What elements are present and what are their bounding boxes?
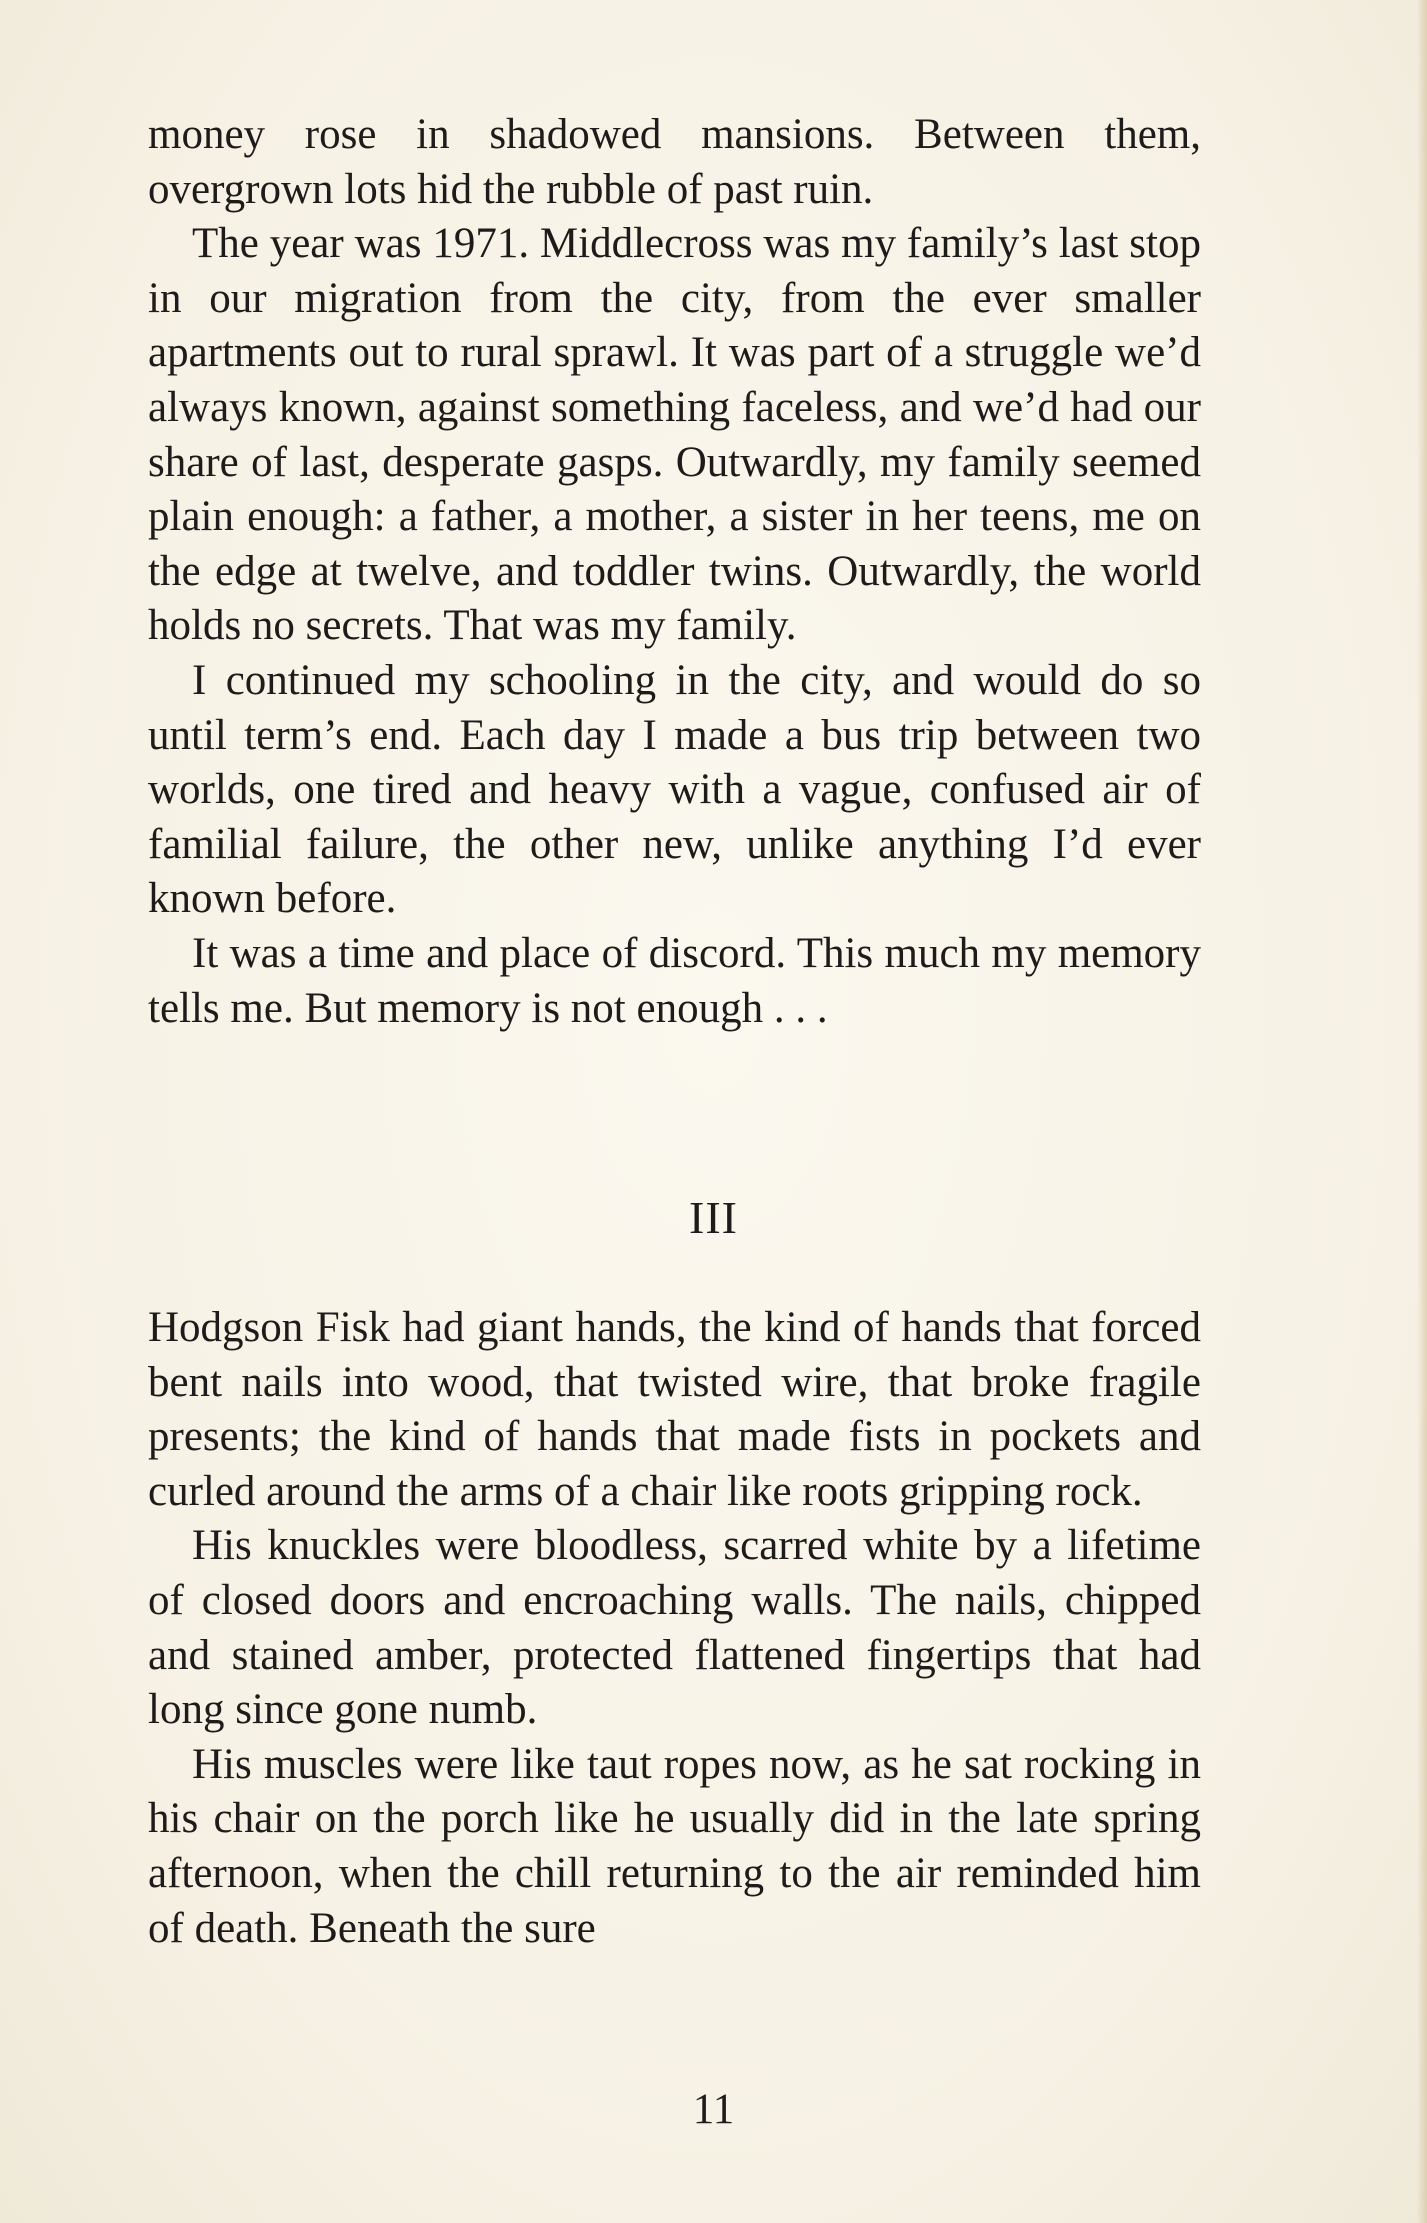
paragraph: It was a time and place of discord. This much my memory tells me. But memory is not enough . . .	[148, 929, 1201, 1032]
section-two-text	[148, 1301, 1201, 1956]
paragraph: His knuckles were bloodless, scarred white by a lifetime of closed doors and encroaching walls. The nails, chipped and stained amber, protected flattened fingertips that had long since gone numb.	[148, 1522, 1201, 1734]
paragraph: His muscles were like taut ropes now, as he sat rocking in his chair on the porch like he usually did in the late spring afternoon, when the chill returning to the air reminded him of death. Beneath the sure	[148, 1740, 1201, 1952]
paragraph: money rose in shadowed mansions. Between them, overgrown lots hid the rubble of past ruin.	[148, 111, 1201, 213]
paragraph: Hodgson Fisk had giant hands, the kind of hands that forced bent nails into wood, that twisted wire, that broke fragile presents; the kind of hands that made fists in pockets and curled around the arms of a chair like roots gripping rock.	[148, 1304, 1201, 1515]
section-heading: III	[689, 1192, 738, 1243]
page-number: 11	[692, 2086, 735, 2133]
section-one-text	[148, 108, 1201, 1036]
paragraph: I continued my schooling in the city, and would do so until term’s end. Each day I made a bus trip between two worlds, one tired and heavy with a vague, confused air of familial failure, the other new, unlike anything I’d ever known before.	[148, 656, 1201, 923]
paragraph: The year was 1971. Middlecross was my family’s last stop in our migration from the city, from the ever smaller apartments out to rural sprawl. It was part of a struggle we’d always known, against something faceless, and we’d had our share of last, desperate gasps. Outwardly, my family seemed plain enough: a father, a mother, a sister in her teens, me on the edge at twelve, and toddler twins. Outwardly, the world holds no secrets. That was my family.	[148, 220, 1201, 650]
